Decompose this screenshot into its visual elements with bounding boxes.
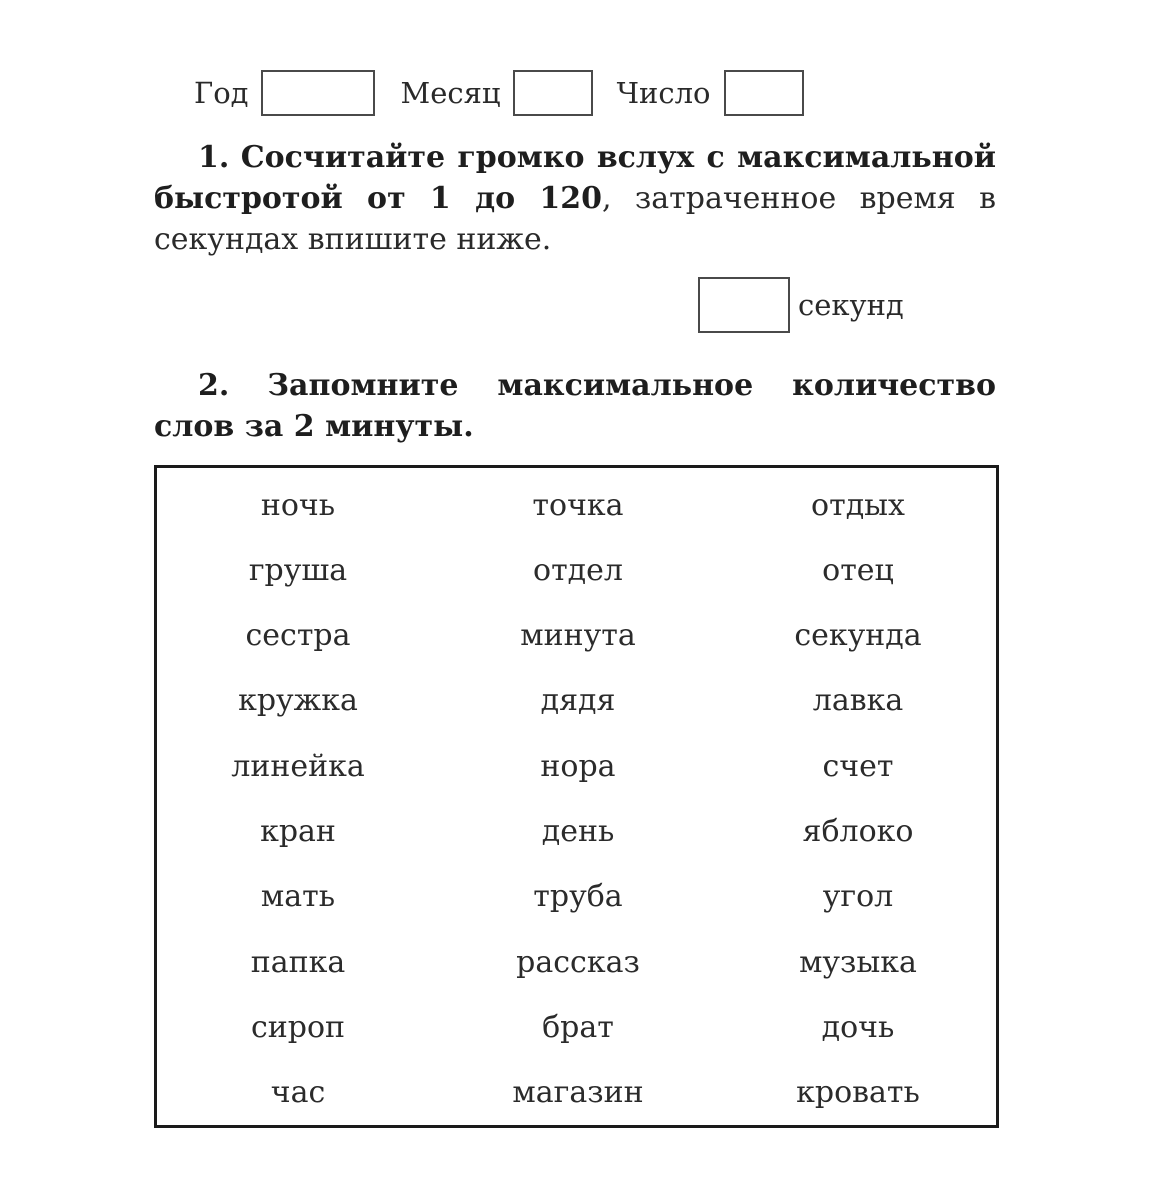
year-field[interactable] (261, 70, 375, 116)
month-label: Месяц (400, 76, 501, 110)
task-2-text (154, 365, 996, 447)
word-cell: яблоко (802, 814, 914, 849)
day-label: Число (616, 76, 711, 110)
word-cell: минута (520, 618, 636, 653)
seconds-label: секунд (798, 288, 904, 322)
task-1-bold-text: Сосчитайте громко вслух с максимальной быстротой от 1 до 120 (154, 140, 996, 216)
word-cell: сестра (245, 618, 351, 653)
word-cell: ночь (260, 488, 336, 523)
seconds-field[interactable] (698, 277, 790, 333)
word-cell: труба (533, 879, 623, 914)
word-cell: сироп (250, 1010, 346, 1045)
word-cell: дочь (821, 1010, 895, 1045)
word-cell: угол (822, 879, 894, 914)
word-cell: счет (822, 749, 894, 784)
task-1-number: 1. (198, 140, 230, 175)
word-cell: линейка (231, 749, 365, 784)
word-cell: отец (822, 553, 894, 588)
task-1-rest-text: , затраченное время в секундах впишите ниже. (154, 181, 996, 257)
word-cell: магазин (512, 1075, 644, 1110)
word-cell: папка (250, 945, 346, 980)
word-cell: точка (532, 488, 624, 523)
day-field[interactable] (724, 70, 804, 116)
word-cell: груша (248, 553, 348, 588)
word-cell: отдых (811, 488, 905, 523)
seconds-row (698, 277, 904, 333)
word-cell: кровать (796, 1075, 920, 1110)
word-cell: отдел (533, 553, 623, 588)
word-cell: кран (260, 814, 336, 849)
word-cell: кружка (238, 683, 358, 718)
word-cell: мать (260, 879, 336, 914)
task-1-text (154, 137, 996, 260)
task-2-number: 2. (198, 368, 230, 403)
year-label: Год (194, 76, 249, 110)
words-table (154, 465, 999, 1128)
word-cell: лавка (812, 683, 904, 718)
word-cell: музыка (799, 945, 917, 980)
word-cell: день (541, 814, 615, 849)
word-cell: час (270, 1075, 326, 1110)
task-2-bold-text: Запомните максимальное количество слов за 2 минуты. (154, 368, 996, 444)
word-cell: брат (542, 1010, 614, 1045)
word-cell: дядя (540, 683, 616, 718)
word-cell: нора (540, 749, 616, 784)
month-field[interactable] (513, 70, 593, 116)
word-cell: рассказ (516, 945, 640, 980)
word-cell: секунда (794, 618, 922, 653)
date-row (194, 68, 804, 118)
